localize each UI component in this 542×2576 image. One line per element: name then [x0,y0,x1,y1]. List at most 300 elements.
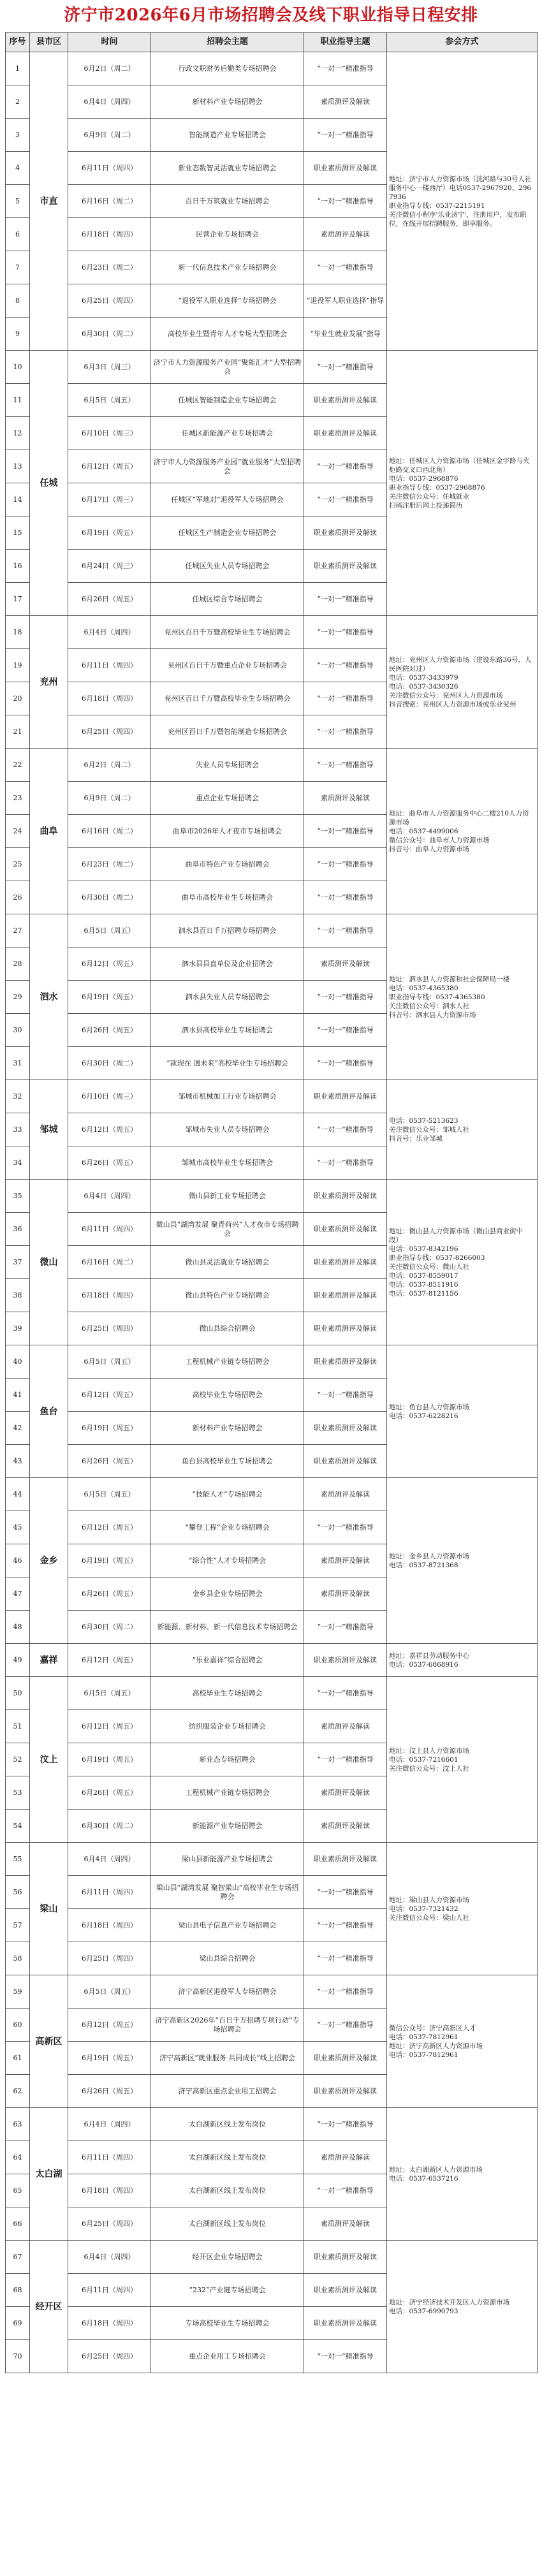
fair-topic-cell: 专场高校毕业生专场招聘会 [151,2307,304,2340]
fair-topic-cell: 民营企业专场招聘会 [151,218,304,251]
date-cell: 6月18日（周四） [68,1909,151,1942]
fair-topic-cell: 微山县综合招聘会 [151,1312,304,1345]
row-index: 51 [6,1710,30,1743]
row-index: 21 [6,715,30,749]
table-row [6,2108,538,2141]
date-cell: 6月19日（周五） [68,1544,151,1577]
date-cell: 6月12日（周五） [68,450,151,483]
header-row [6,33,538,52]
county-cell: 高新区 [30,1975,68,2108]
date-cell: 6月18日（周四） [68,1279,151,1312]
header-contact: 参会方式 [387,33,538,52]
date-cell: 6月18日（周四） [68,2307,151,2340]
county-cell: 太白湖 [30,2108,68,2241]
county-cell: 经开区 [30,2241,68,2373]
row-index: 68 [6,2274,30,2307]
row-index: 52 [6,1743,30,1776]
fair-topic-cell: 微山县新工业专场招聘会 [151,1180,304,1213]
fair-topic-cell: 太白湖新区线上发布岗位 [151,2141,304,2174]
row-index: 48 [6,1611,30,1644]
guidance-topic-cell: “一对一”精准指导 [304,749,387,782]
guidance-topic-cell: “一对一”精准指导 [304,2108,387,2141]
guidance-topic-cell: “一对一”精准指导 [304,981,387,1014]
contact-cell: 地址：兖州区人力资源市场（建设东路36号，人民医院对过） 电话：0537-3433979 电话：0537-3430326 关注微信公众号：兖州区人力资源市场 抖音搜索：兖州区人力资源市场或乐业兖州 [387,616,538,749]
header-fair-topic: 招聘会主题 [151,33,304,52]
row-index: 62 [6,2075,30,2108]
guidance-topic-cell: 职业素质测评及解读 [304,2241,387,2274]
row-index: 11 [6,384,30,417]
date-cell: 6月4日（周四） [68,1180,151,1213]
header-guidance-topic: 职业指导主题 [304,33,387,52]
fair-topic-cell: 行政文职财务后勤类专场招聘会 [151,52,304,85]
guidance-topic-cell: “一对一”精准指导 [304,2340,387,2373]
contact-cell: 地址：任城区人力资源市场（任城区金宇路与火炬路交叉口西北角） 电话：0537-2968876 职业指导专线：0537-2968876 关注微信公众号：任城就业 扫码注册后网上投递简历 [387,351,538,616]
guidance-topic-cell: 素质测评及解读 [304,85,387,119]
date-cell: 6月26日（周五） [68,1146,151,1180]
guidance-topic-cell: “一对一”精准指导 [304,1511,387,1544]
date-cell: 6月11日（周四） [68,2274,151,2307]
table-row [6,1677,538,1710]
guidance-topic-cell: “一对一”精准指导 [304,251,387,284]
date-cell: 6月19日（周五） [68,981,151,1014]
row-index: 54 [6,1810,30,1843]
fair-topic-cell: 梁山县电子信息产业专场招聘会 [151,1909,304,1942]
guidance-topic-cell: 职业素质测评及解读 [304,1312,387,1345]
date-cell: 6月9日（周二） [68,119,151,152]
date-cell: 6月18日（周四） [68,2174,151,2207]
date-cell: 6月18日（周四） [68,682,151,715]
row-index: 64 [6,2141,30,2174]
fair-topic-cell: 新业态数智灵活就业专场招聘会 [151,152,304,185]
guidance-topic-cell: 职业素质测评及解读 [304,1345,387,1379]
row-index: 24 [6,815,30,848]
fair-topic-cell: 济宁高新区退役军人专场招聘会 [151,1975,304,2009]
date-cell: 6月9日（周二） [68,782,151,815]
guidance-topic-cell: 素质测评及解读 [304,1544,387,1577]
row-index: 56 [6,1876,30,1909]
date-cell: 6月12日（周五） [68,1710,151,1743]
fair-topic-cell: 泗水县县直单位及企业招聘会 [151,948,304,981]
date-cell: 6月23日（周二） [68,251,151,284]
fair-topic-cell: 太白湖新区线上发布岗位 [151,2174,304,2207]
contact-cell: 微信公众号：济宁高新区人才 电话：0537-7812961 地址：济宁高新区人力资源市场 电话：0537-7812961 [387,1975,538,2108]
fair-topic-cell: 鱼台县高校毕业生专场招聘会 [151,1445,304,1478]
fair-topic-cell: 新材料产业专场招聘会 [151,85,304,119]
date-cell: 6月19日（周五） [68,1412,151,1445]
date-cell: 6月19日（周五） [68,516,151,550]
fair-topic-cell: “乐业嘉祥”综合招聘会 [151,1644,304,1677]
guidance-topic-cell: 素质测评及解读 [304,1478,387,1511]
guidance-topic-cell: “一对一”精准指导 [304,881,387,914]
contact-cell: 地址：嘉祥县劳动服务中心 电话：0537-6868916 [387,1644,538,1677]
row-index: 35 [6,1180,30,1213]
guidance-topic-cell: 素质测评及解读 [304,1577,387,1611]
fair-topic-cell: 任城区生产制造企业专场招聘会 [151,516,304,550]
guidance-topic-cell: “一对一”精准指导 [304,1677,387,1710]
fair-topic-cell: 高校毕业生专场招聘会 [151,1677,304,1710]
guidance-topic-cell: 职业素质测评及解读 [304,2075,387,2108]
guidance-topic-cell: “一对一”精准指导 [304,1975,387,2009]
contact-cell: 地址：曲阜市人力资源服务中心二楼210人力资源市场 电话：0537-4499006 微信公众号：曲阜市人力资源市场 抖音号：曲阜人力资源市场 [387,749,538,914]
county-cell: 市直 [30,52,68,351]
date-cell: 6月5日（周五） [68,1677,151,1710]
row-index: 49 [6,1644,30,1677]
guidance-topic-cell: 职业素质测评及解读 [304,1843,387,1876]
guidance-topic-cell: “退役军人职业选择”指导 [304,284,387,318]
table-row [6,2241,538,2274]
guidance-topic-cell: 素质测评及解读 [304,2207,387,2241]
guidance-topic-cell: “一对一”精准指导 [304,715,387,749]
guidance-topic-cell: 职业素质测评及解读 [304,1246,387,1279]
date-cell: 6月5日（周五） [68,914,151,948]
date-cell: 6月4日（周四） [68,85,151,119]
fair-topic-cell: “攀登工程”企业专场招聘会 [151,1511,304,1544]
row-index: 32 [6,1080,30,1113]
row-index: 47 [6,1577,30,1611]
fair-topic-cell: 邹城市机械加工行业专场招聘会 [151,1080,304,1113]
row-index: 30 [6,1014,30,1047]
date-cell: 6月16日（周二） [68,185,151,218]
row-index: 65 [6,2174,30,2207]
guidance-topic-cell: “一对一”精准指导 [304,52,387,85]
date-cell: 6月26日（周五） [68,1445,151,1478]
fair-topic-cell: “就现在 遇未来”高校毕业生专场招聘会 [151,1047,304,1080]
row-index: 45 [6,1511,30,1544]
fair-topic-cell: 梁山县“湖湾发展 聚智梁山”高校毕业生专场招聘会 [151,1876,304,1909]
row-index: 44 [6,1478,30,1511]
fair-topic-cell: 泗水县高校毕业生专场招聘会 [151,1014,304,1047]
row-index: 31 [6,1047,30,1080]
date-cell: 6月12日（周五） [68,1511,151,1544]
contact-cell: 地址：济宁经济技术开发区人力资源市场 电话：0537-6990793 [387,2241,538,2373]
guidance-topic-cell: “一对一”精准指导 [304,450,387,483]
row-index: 33 [6,1113,30,1146]
date-cell: 6月18日（周四） [68,218,151,251]
guidance-topic-cell: “一对一”精准指导 [304,682,387,715]
guidance-topic-cell: 职业素质测评及解读 [304,152,387,185]
row-index: 7 [6,251,30,284]
date-cell: 6月12日（周五） [68,2009,151,2042]
table-row [6,1478,538,1511]
guidance-topic-cell: 职业素质测评及解读 [304,1644,387,1677]
row-index: 16 [6,550,30,583]
guidance-topic-cell: “一对一”精准指导 [304,483,387,516]
date-cell: 6月19日（周五） [68,2042,151,2075]
fair-topic-cell: 兖州区百日千万暨重点企业专场招聘会 [151,649,304,682]
county-cell: 泗水 [30,914,68,1080]
row-index: 13 [6,450,30,483]
date-cell: 6月4日（周四） [68,2241,151,2274]
guidance-topic-cell: “一对一”精准指导 [304,1909,387,1942]
contact-cell: 地址：济宁市人力资源市场（洸河路与30号人社服务中心一楼西厅）电话0537-2967920、2967936 职业指导专线：0537-2215191 关注微信小程序'乐业济宁'，注册用户，发布职位，在线开展招聘服务，即享服务。 [387,52,538,351]
date-cell: 6月23日（周二） [68,848,151,881]
row-index: 58 [6,1942,30,1975]
guidance-topic-cell: “一对一”精准指导 [304,1743,387,1776]
date-cell: 6月10日（周三） [68,1080,151,1113]
date-cell: 6月16日（周二） [68,1246,151,1279]
guidance-topic-cell: “一对一”精准指导 [304,583,387,616]
fair-topic-cell: 兖州区百日千万暨高校毕业生专场招聘会 [151,682,304,715]
row-index: 41 [6,1379,30,1412]
guidance-topic-cell: “一对一”精准指导 [304,1611,387,1644]
fair-topic-cell: 太白湖新区线上发布岗位 [151,2207,304,2241]
date-cell: 6月11日（周四） [68,1876,151,1909]
table-row [6,52,538,85]
county-cell: 汶上 [30,1677,68,1843]
guidance-topic-cell: 素质测评及解读 [304,782,387,815]
date-cell: 6月10日（周三） [68,417,151,450]
fair-topic-cell: 济宁市人力资源服务产业园“就业服务”大型招聘会 [151,450,304,483]
date-cell: 6月2日（周二） [68,52,151,85]
table-row [6,1180,538,1213]
contact-cell: 地址：太白湖新区人力资源市场 电话：0537-6537216 [387,2108,538,2241]
contact-cell: 地址：微山县人力资源市场（微山县商业街中段） 电话：0537-8342196 职业指导专线：0537-8266003 关注微信公众号：微山人社 电话：0537-8559017 电话：0537-8511916 电话：0537-8121156 [387,1180,538,1345]
row-index: 55 [6,1843,30,1876]
row-index: 66 [6,2207,30,2241]
guidance-topic-cell: 职业素质测评及解读 [304,1213,387,1246]
row-index: 2 [6,85,30,119]
contact-cell: 地址：汶上县人力资源市场 电话：0537-7216601 关注微信公众号：汶上人社 [387,1677,538,1843]
guidance-topic-cell: “一对一”精准指导 [304,815,387,848]
date-cell: 6月3日（周三） [68,351,151,384]
fair-topic-cell: 兖州区百日千万暨智能制造专场招聘会 [151,715,304,749]
date-cell: 6月30日（周二） [68,1047,151,1080]
guidance-topic-cell: 素质测评及解读 [304,2141,387,2174]
date-cell: 6月12日（周五） [68,1644,151,1677]
date-cell: 6月26日（周五） [68,2075,151,2108]
row-index: 59 [6,1975,30,2009]
row-index: 39 [6,1312,30,1345]
row-index: 12 [6,417,30,450]
fair-topic-cell: 邹城市失业人员专场招聘会 [151,1113,304,1146]
table-row [6,1843,538,1876]
table-row [6,1644,538,1677]
fair-topic-cell: 新一代信息技术产业专场招聘会 [151,251,304,284]
row-index: 36 [6,1213,30,1246]
guidance-topic-cell: 职业素质测评及解读 [304,2307,387,2340]
fair-topic-cell: 金乡县企业专场招聘会 [151,1577,304,1611]
date-cell: 6月26日（周五） [68,1577,151,1611]
date-cell: 6月12日（周五） [68,1113,151,1146]
row-index: 46 [6,1544,30,1577]
fair-topic-cell: 济宁市人力资源服务产业园“聚能汇才”大型招聘会 [151,351,304,384]
date-cell: 6月16日（周二） [68,815,151,848]
fair-topic-cell: 任城区新能源产业专场招聘会 [151,417,304,450]
row-index: 10 [6,351,30,384]
date-cell: 6月25日（周四） [68,715,151,749]
fair-topic-cell: 济宁高新区重点企业用工招聘会 [151,2075,304,2108]
fair-topic-cell: 兖州区百日千万暨高校毕业生专场招聘会 [151,616,304,649]
contact-cell: 地址：鱼台县人力资源市场 电话：0537-6228216 [387,1345,538,1478]
guidance-topic-cell: 职业素质测评及解读 [304,1412,387,1445]
date-cell: 6月2日（周二） [68,749,151,782]
row-index: 22 [6,749,30,782]
row-index: 38 [6,1279,30,1312]
row-index: 5 [6,185,30,218]
county-cell: 兖州 [30,616,68,749]
fair-topic-cell: 济宁高新区2026年“百日千万招聘专项行动”专场招聘会 [151,2009,304,2042]
date-cell: 6月25日（周四） [68,1312,151,1345]
row-index: 67 [6,2241,30,2274]
fair-topic-cell: 邹城市高校毕业生专场招聘会 [151,1146,304,1180]
guidance-topic-cell: 素质测评及解读 [304,218,387,251]
guidance-topic-cell: 职业素质测评及解读 [304,1279,387,1312]
row-index: 34 [6,1146,30,1180]
contact-cell: 地址：梁山县人力资源市场 电话：0537-7321432 关注微信公众号：梁山人社 [387,1843,538,1975]
guidance-topic-cell: 职业素质测评及解读 [304,550,387,583]
row-index: 40 [6,1345,30,1379]
date-cell: 6月11日（周四） [68,1213,151,1246]
date-cell: 6月4日（周四） [68,2108,151,2141]
date-cell: 6月12日（周五） [68,1379,151,1412]
fair-topic-cell: 任城区“军地对”退役军人专场招聘会 [151,483,304,516]
guidance-topic-cell: 职业素质测评及解读 [304,516,387,550]
fair-topic-cell: 泗水县失业人员专场招聘会 [151,981,304,1014]
guidance-topic-cell: “一对一”精准指导 [304,1014,387,1047]
fair-topic-cell: 新业态专场招聘会 [151,1743,304,1776]
fair-topic-cell: 失业人员专场招聘会 [151,749,304,782]
county-cell: 金乡 [30,1478,68,1644]
fair-topic-cell: 任城区失业人员专场招聘会 [151,550,304,583]
guidance-topic-cell: “一对一”精准指导 [304,119,387,152]
county-cell: 梁山 [30,1843,68,1975]
table-row [6,351,538,384]
row-index: 14 [6,483,30,516]
guidance-topic-cell: “一对一”精准指导 [304,1113,387,1146]
guidance-topic-cell: 职业素质测评及解读 [304,417,387,450]
guidance-topic-cell: “一对一”精准指导 [304,2009,387,2042]
table-row [6,1345,538,1379]
row-index: 28 [6,948,30,981]
guidance-topic-cell: “一对一”精准指导 [304,914,387,948]
fair-topic-cell: 微山县灵活就业专场招聘会 [151,1246,304,1279]
row-index: 29 [6,981,30,1014]
date-cell: 6月30日（周二） [68,881,151,914]
contact-cell: 地址：泗水县人力资源和社会保障局一楼 电话：0537-4365380 职业指导专线：0537-4365380 关注微信公众号：泗水人社 抖音号：泗水县人力资源市场 [387,914,538,1080]
date-cell: 6月11日（周四） [68,649,151,682]
date-cell: 6月19日（周五） [68,1743,151,1776]
fair-topic-cell: 曲阜市高校毕业生专场招聘会 [151,881,304,914]
date-cell: 6月11日（周四） [68,2141,151,2174]
row-index: 9 [6,318,30,351]
schedule-body [6,52,538,2373]
row-index: 50 [6,1677,30,1710]
row-index: 69 [6,2307,30,2340]
guidance-topic-cell: “一对一”精准指导 [304,649,387,682]
date-cell: 6月26日（周五） [68,1776,151,1810]
row-index: 70 [6,2340,30,2373]
row-index: 4 [6,152,30,185]
table-row [6,914,538,948]
table-row [6,749,538,782]
date-cell: 6月25日（周四） [68,284,151,318]
county-cell: 邹城 [30,1080,68,1180]
guidance-topic-cell: “一对一”精准指导 [304,1047,387,1080]
date-cell: 6月30日（周二） [68,1611,151,1644]
guidance-topic-cell: “一对一”精准指导 [304,351,387,384]
row-index: 17 [6,583,30,616]
fair-topic-cell: 工程机械产业链专场招聘会 [151,1776,304,1810]
row-index: 15 [6,516,30,550]
row-index: 19 [6,649,30,682]
header-county: 县市区 [30,33,68,52]
county-cell: 微山 [30,1180,68,1345]
guidance-topic-cell: 素质测评及解读 [304,1776,387,1810]
fair-topic-cell: 重点企业用工专场招聘会 [151,2340,304,2373]
header-date: 时间 [68,33,151,52]
guidance-topic-cell: “毕业生就业发展”指导 [304,318,387,351]
fair-topic-cell: 智能制造产业专场招聘会 [151,119,304,152]
guidance-topic-cell: 素质测评及解读 [304,1710,387,1743]
date-cell: 6月11日（周四） [68,152,151,185]
row-index: 53 [6,1776,30,1810]
fair-topic-cell: 太白湖新区线上发布岗位 [151,2108,304,2141]
contact-cell: 电话：0537-5213623 关注微信公众号：邹城人社 抖音号：乐业邹城 [387,1080,538,1180]
fair-topic-cell: 梁山县新能源产业专场招聘会 [151,1843,304,1876]
row-index: 1 [6,52,30,85]
fair-topic-cell: 任城区综合专场招聘会 [151,583,304,616]
date-cell: 6月30日（周二） [68,318,151,351]
guidance-topic-cell: 职业素质测评及解读 [304,2274,387,2307]
row-index: 26 [6,881,30,914]
date-cell: 6月25日（周四） [68,1942,151,1975]
date-cell: 6月12日（周五） [68,948,151,981]
fair-topic-cell: 微山县特色产业专场招聘会 [151,1279,304,1312]
row-index: 42 [6,1412,30,1445]
guidance-topic-cell: “一对一”精准指导 [304,848,387,881]
guidance-topic-cell: “一对一”精准指导 [304,1146,387,1180]
guidance-topic-cell: 素质测评及解读 [304,948,387,981]
row-index: 6 [6,218,30,251]
guidance-topic-cell: 素质测评及解读 [304,1810,387,1843]
guidance-topic-cell: “一对一”精准指导 [304,616,387,649]
fair-topic-cell: “退役军人职业选择”专场招聘会 [151,284,304,318]
guidance-topic-cell: “一对一”精准指导 [304,185,387,218]
date-cell: 6月24日（周三） [68,550,151,583]
fair-topic-cell: 新能源、新材料、新一代信息技术专场招聘会 [151,1611,304,1644]
date-cell: 6月26日（周五） [68,1014,151,1047]
row-index: 63 [6,2108,30,2141]
date-cell: 6月5日（周五） [68,1975,151,2009]
fair-topic-cell: 经开区企业专场招聘会 [151,2241,304,2274]
fair-topic-cell: 纺织服装企业专场招聘会 [151,1710,304,1743]
row-index: 61 [6,2042,30,2075]
fair-topic-cell: “232”产业链专场招聘会 [151,2274,304,2307]
county-cell: 曲阜 [30,749,68,914]
fair-topic-cell: “综合性”人才专场招聘会 [151,1544,304,1577]
guidance-topic-cell: “一对一”精准指导 [304,1379,387,1412]
row-index: 43 [6,1445,30,1478]
fair-topic-cell: 高校毕业生暨青年人才专场大型招聘会 [151,318,304,351]
guidance-topic-cell: “一对一”精准指导 [304,1942,387,1975]
fair-topic-cell: 济宁高新区“就业服务 共同成长”线上招聘会 [151,2042,304,2075]
table-row [6,1080,538,1113]
date-cell: 6月26日（周五） [68,583,151,616]
row-index: 8 [6,284,30,318]
fair-topic-cell: 高校毕业生专场招聘会 [151,1379,304,1412]
date-cell: 6月25日（周四） [68,2207,151,2241]
fair-topic-cell: 工程机械产业链专场招聘会 [151,1345,304,1379]
schedule-table [5,32,538,2373]
fair-topic-cell: 百日千万筑就业专场招聘会 [151,185,304,218]
header-index: 序号 [6,33,30,52]
guidance-topic-cell: 职业素质测评及解读 [304,1445,387,1478]
fair-topic-cell: 重点企业专场招聘会 [151,782,304,815]
fair-topic-cell: 泗水县百日千万招聘专场招聘会 [151,914,304,948]
fair-topic-cell: 微山县“湖湾发展 聚青荷兴”人才夜市专场招聘会 [151,1213,304,1246]
fair-topic-cell: 新材料产业专场招聘会 [151,1412,304,1445]
county-cell: 任城 [30,351,68,616]
